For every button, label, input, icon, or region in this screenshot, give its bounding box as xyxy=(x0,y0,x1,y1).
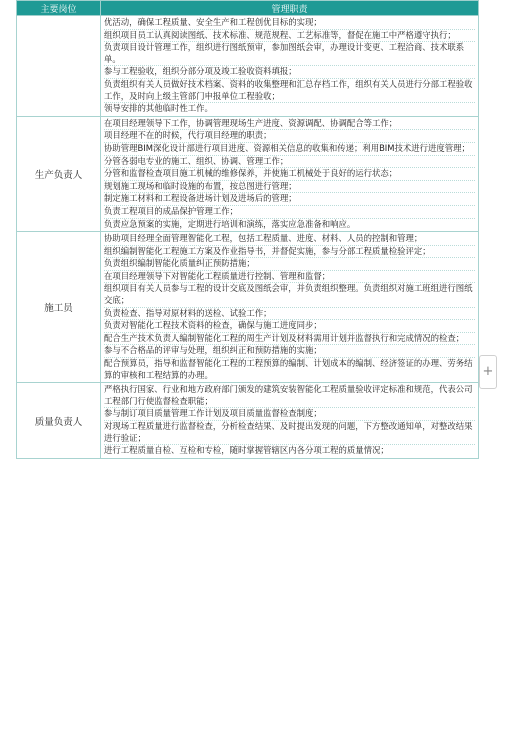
duty-line: 分管各弱电专业的施工、组织、协调、管理工作； xyxy=(104,156,475,169)
duties-table xyxy=(16,0,479,459)
duty-line: 负责组织有关人员做好技术档案、资料的收集整理和汇总存档工作，组织有关人员进行分部工程验收工作，及时向上级主管部门申报单位工程验收； xyxy=(104,79,475,103)
position-cell: 生产负责人 xyxy=(17,116,101,231)
duty-line: 负责应急预案的实施，定期进行培训和演练，落实应急准备和响应。 xyxy=(104,218,356,229)
duty-line: 规划施工现场和临时设施的布置，按总图进行管理； xyxy=(104,181,475,194)
duty-line: 组织项目员工认真阅读图纸、技术标准、规范规程、工艺标准等，督促在施工中严格遵守执行； xyxy=(104,30,475,43)
position-cell xyxy=(17,16,101,117)
duty-line: 参与制订项目质量管理工作计划及项目质量监督检查制度； xyxy=(104,408,475,421)
table-body xyxy=(17,16,479,459)
duty-line: 负责组织编制智能化质量纠正预防措施； xyxy=(104,258,475,271)
plus-icon: + xyxy=(482,364,494,379)
duty-line: 参与工程验收，组织分部分项及竣工验收资料填报； xyxy=(104,66,475,79)
duty-line: 严格执行国家、行业和地方政府部门颁发的建筑安装智能化工程质量验收评定标准和规范，代表公司工程部门行使监督检查职能； xyxy=(104,384,475,408)
duty-line: 协助项目经理全面管理智能化工程，包括工程质量、进度、材料、人员的控制和管理； xyxy=(104,233,475,246)
duty-line: 协助管理BIM深化设计部进行项目进度、资源相关信息的收集和传递；利用BIM技术进行进度管理； xyxy=(104,143,475,156)
duty-line: 优活动，确保工程质量、安全生产和工程创优目标的实现； xyxy=(104,17,475,30)
duty-line: 进行工程质量自检、互检和专检，随时掌握管辖区内各分项工程的质量情况； xyxy=(104,445,389,456)
duties-cell xyxy=(101,116,479,231)
duty-line: 领导安排的其他临时性工作。 xyxy=(104,103,213,114)
header-duties: 管理职责 xyxy=(101,1,479,16)
duties-cell xyxy=(101,16,479,117)
duty-line: 负责检查、指导对原材料的送检、试验工作； xyxy=(104,308,475,321)
duty-line: 分管和监督检查项目施工机械的维修保养，并使施工机械处于良好的运行状态； xyxy=(104,168,475,181)
position-cell: 施工员 xyxy=(17,232,101,383)
duty-line: 对现场工程质量进行监督检查，分析检查结果、及时提出发现的问题，下方整改通知单，对整改结果进行验证； xyxy=(104,421,475,445)
add-button[interactable] xyxy=(479,355,497,389)
duty-line: 项目经理不在的时候，代行项目经理的职责； xyxy=(104,130,475,143)
header-position: 主要岗位 xyxy=(17,1,101,16)
position-cell: 质量负责人 xyxy=(17,383,101,459)
duty-line: 组织编制智能化工程施工方案及作业指导书，并督促实施，参与分部工程质量检验评定； xyxy=(104,246,475,259)
duty-line: 配合生产技术负责人编制智能化工程的周生产计划及材料需用计划并监督执行和完成情况的检查； xyxy=(104,333,475,346)
duty-line: 负责对智能化工程技术资料的检查，确保与施工进度同步； xyxy=(104,320,475,333)
duty-line: 组织项目有关人员参与工程的设计交底及图纸会审，并负责组织整理。负责组织对施工班组进行图纸交底； xyxy=(104,283,475,307)
table-row xyxy=(17,383,479,459)
table-row xyxy=(17,232,479,383)
duties-table-container xyxy=(16,0,478,459)
duties-cell xyxy=(101,383,479,459)
duty-line: 制定施工材料和工程设备进场计划及进场后的管理； xyxy=(104,193,475,206)
duty-line: 负责项目设计管理工作，组织进行图纸预审，参加图纸会审，办理设计变更、工程洽商、技术联系单。 xyxy=(104,42,475,66)
duty-line: 在项目经理领导下对智能化工程质量进行控制、管理和监督； xyxy=(104,271,475,284)
table-row xyxy=(17,116,479,231)
duty-line: 在项目经理领导下工作，协调管理现场生产进度、资源调配、协调配合等工作； xyxy=(104,118,475,131)
duties-cell xyxy=(101,232,479,383)
duty-line: 配合预算员，指导和监督智能化工程的工程预算的编制、计划成本的编制、经济签证的办理、劳务结算的审核和工程结算的办理。 xyxy=(104,358,473,380)
table-header-row xyxy=(17,1,479,16)
table-row xyxy=(17,16,479,117)
duty-line: 负责工程项目的成品保护管理工作； xyxy=(104,206,475,219)
duty-line: 参与不合格品的评审与处理，组织纠正和预防措施的实施； xyxy=(104,345,475,358)
